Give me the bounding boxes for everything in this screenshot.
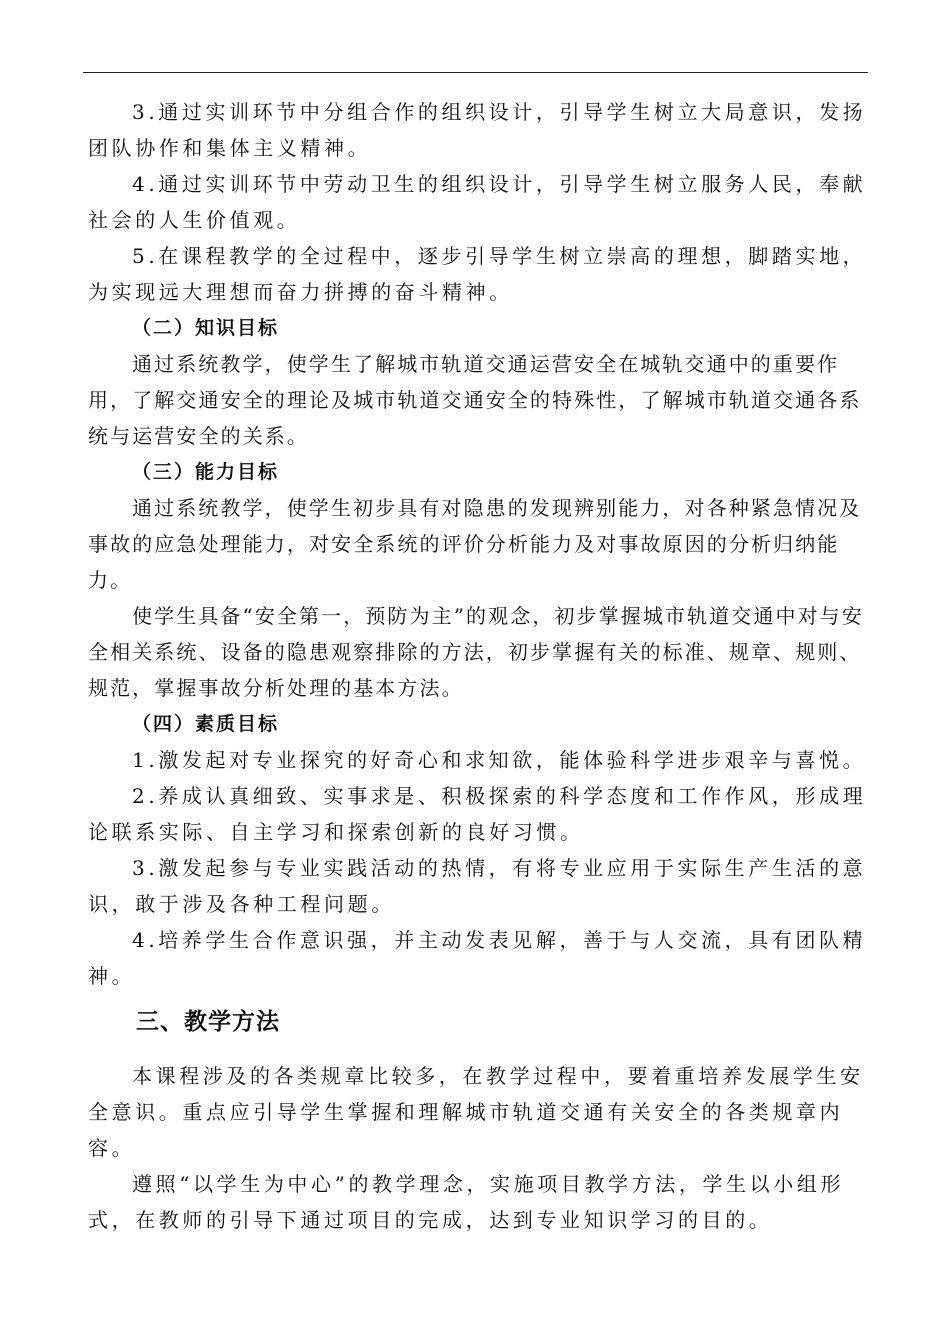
document-body [88,94,870,1238]
header-rule [83,72,868,73]
section-heading-methods: 三、教学方法 [136,1009,280,1035]
paragraph: 2.养成认真细致、实事求是、积极探索的科学态度和工作作风，形成理论联系实际、自主学习和探索创新的良好习惯。 [88,784,867,844]
paragraph: 通过系统教学，使学生了解城市轨道交通运营安全在城轨交通中的重要作用，了解交通安全的理论及城市轨道交通安全的特殊性，了解城市轨道交通各系统与运营安全的关系。 [88,352,862,448]
paragraph: 5.在课程教学的全过程中，逐步引导学生树立崇高的理想，脚踏实地，为实现远大理想而奋力拼搏的奋斗精神。 [88,244,867,304]
subheading-ability: （三）能力目标 [132,461,280,483]
paragraph: 4.培养学生合作意识强，并主动发表见解，善于与人交流，具有团队精神。 [88,928,867,988]
subheading-quality: （四）素质目标 [132,713,280,735]
paragraph: 3.通过实训环节中分组合作的组织设计，引导学生树立大局意识，发扬团队协作和集体主义精神。 [88,100,867,160]
paragraph: 遵照“以学生为中心”的教学理念，实施项目教学方法，学生以小组形式，在教师的引导下通过项目的完成，达到专业知识学习的目的。 [88,1172,845,1232]
paragraph: 本课程涉及的各类规章比较多，在教学过程中，要着重培养发展学生安全意识。重点应引导学生掌握和理解城市轨道交通有关安全的各类规章内容。 [88,1064,864,1160]
paragraph: 3.激发起参与专业实践活动的热情，有将专业应用于实际生产生活的意识，敢于涉及各种工程问题。 [88,856,867,916]
paragraph: 通过系统教学，使学生初步具有对隐患的发现辨别能力，对各种紧急情况及事故的应急处理能力，对安全系统的评价分析能力及对事故原因的分析归纳能力。 [88,496,862,592]
subheading-knowledge: （二）知识目标 [132,317,280,339]
paragraph: 1.激发起对专业探究的好奇心和求知欲，能体验科学进步艰辛与喜悦。 [132,748,867,772]
paragraph: 使学生具备“安全第一，预防为主”的观念，初步掌握城市轨道交通中对与安全相关系统、设备的隐患观察排除的方法，初步掌握有关的标准、规章、规则、规范，掌握事故分析处理的基本方法。 [88,604,864,700]
paragraph: 4.通过实训环节中劳动卫生的组织设计，引导学生树立服务人民，奉献社会的人生价值观。 [88,172,867,232]
